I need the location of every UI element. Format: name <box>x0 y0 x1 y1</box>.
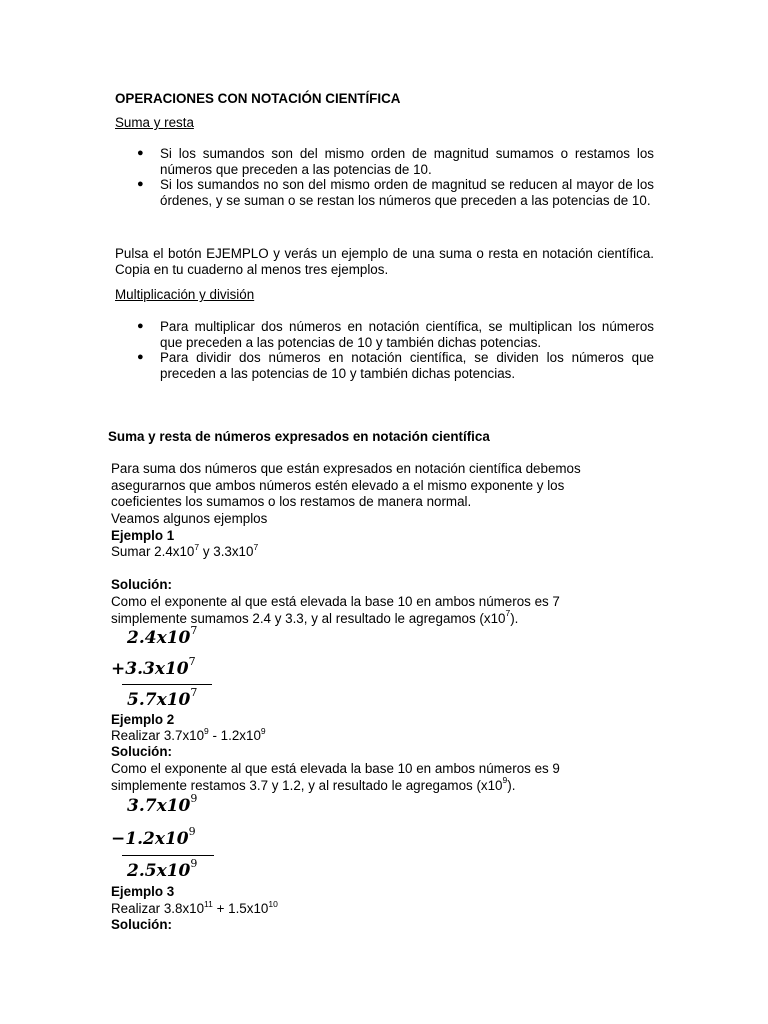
bullet-icon: ● <box>137 178 144 191</box>
example-2-solution-label: Solución: <box>111 744 172 759</box>
example-1-explanation: Como el exponente al que está elevada la base 10 en ambos números es 7 simplemente sumamos 2.4 y 3.3, y al resultado le agregamos $(x10^7)$. <box>111 594 560 626</box>
example-2-difference-line <box>122 855 214 856</box>
section-heading-multiplicacion: Multiplicación y división <box>115 287 255 302</box>
example-1-result: $5.7x10^7$ <box>127 686 198 710</box>
example-2-operand-1: $3.7x10^9$ <box>127 792 198 816</box>
list-item: ● Si los sumandos son del mismo orden de magnitud sumamos o restamos los números que preceden a las potencias de 10. <box>137 146 654 177</box>
example-2-explanation: Como el exponente al que está elevada la base 10 en ambos números es 9 simplemente restamos 3.7 y 1.2, y al resultado le agregamos $(x10^9)$. <box>111 761 560 793</box>
example-1-title: Ejemplo 1 <box>111 528 175 543</box>
list-item: ● Si los sumandos no son del mismo orden de magnitud se reducen al mayor de los órdenes, y se suman o se restan los números que preceden a las potencias de 10. <box>137 177 654 208</box>
example-2-prompt: Realizar $3.7x10^9 - 1.2x10^9$ <box>111 725 266 743</box>
instruction-paragraph: Pulsa el botón EJEMPLO y verás un ejemplo de una suma o resta en notación científica. Copia en tu cuaderno al menos tres ejemplos. <box>115 246 654 277</box>
example-3-prompt: Realizar $3.8x10^{11} + 1.5x10^{10}$ <box>111 898 278 916</box>
example-1-prompt: Sumar $2.4x10^7$ y $3.3x10^7$ <box>111 541 259 559</box>
list-item: ● Para multiplicar dos números en notación científica, se multiplican los números que preceden a las potencias de 10 y también dichas potencias. <box>137 319 654 350</box>
section-heading-notacion: Suma y resta de números expresados en notación científica <box>108 429 490 444</box>
page-title: OPERACIONES CON NOTACIÓN CIENTÍFICA <box>115 91 401 106</box>
example-3-solution-label: Solución: <box>111 917 172 932</box>
bullet-list-suma-resta <box>115 146 654 208</box>
intro-paragraph: Para suma dos números que están expresados en notación científica debemos asegurarnos que ambos números estén elevado a el mismo exponente y los coeficientes los sumamos o los restamos de manera normal. Veamos algunos ejemplos <box>111 461 581 527</box>
example-1-sum-line <box>122 684 212 685</box>
example-2-operand-2: $-1.2x10^9$ <box>111 825 196 849</box>
list-item: ● Para dividir dos números en notación científica, se dividen los números que preceden a las potencias de 10 y también dichas potencias. <box>137 350 654 381</box>
example-1-solution-label: Solución: <box>111 577 172 592</box>
bullet-icon: ● <box>137 351 144 364</box>
example-2-result: $2.5x10^9$ <box>127 857 198 881</box>
example-1-operand-1: $2.4x10^7$ <box>127 624 198 648</box>
example-3-title: Ejemplo 3 <box>111 884 175 899</box>
example-1-operand-2: $+3.3x10^7$ <box>111 655 196 679</box>
section-heading-suma-resta: Suma y resta <box>115 115 194 130</box>
bullet-icon: ● <box>137 147 144 159</box>
example-2-title: Ejemplo 2 <box>111 712 175 727</box>
bullet-icon: ● <box>137 320 144 332</box>
bullet-list-multiplicacion <box>115 319 654 381</box>
